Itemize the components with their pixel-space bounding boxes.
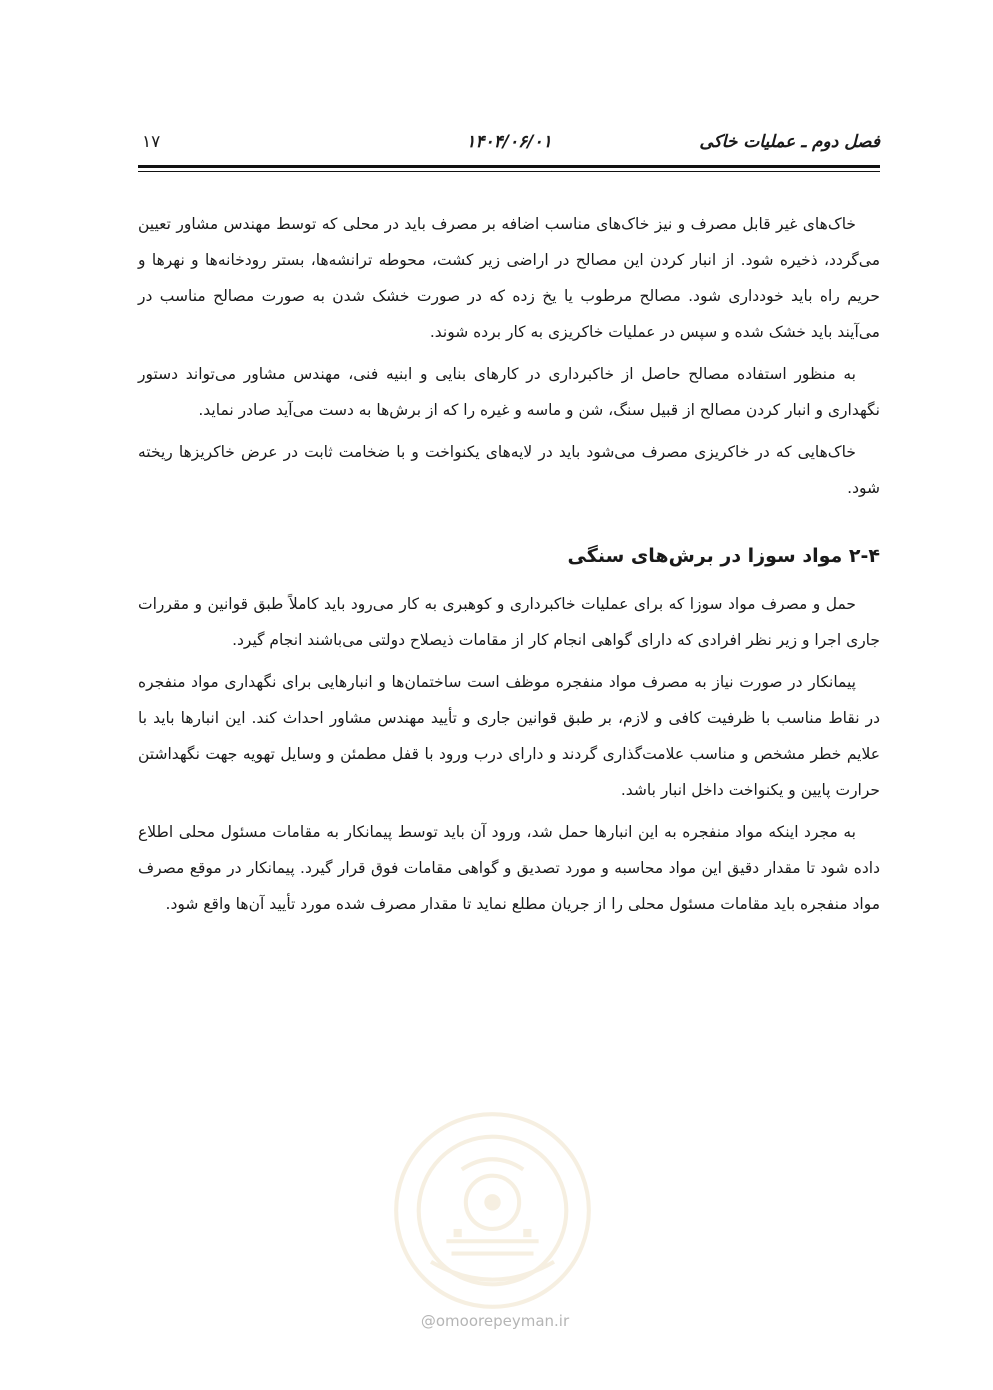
paragraph: خاک‌هایی که در خاکریزی مصرف می‌شود باید در لایه‌های یکنواخت و با ضخامت ثابت در عرض خاکریزها ریخته شود.: [138, 443, 880, 497]
paragraph: به منظور استفاده مصالح حاصل از خاکبرداری در کارهای بنایی و ابنیه فنی، مهندس مشاور می‌تواند دستور نگهداری و انبار کردن مصالح از قبیل سنگ، شن و ماسه و غیره را که از برش‌ها به دست می‌آید صادر نماید.: [138, 365, 880, 419]
paragraph: پیمانکار در صورت نیاز به مصرف مواد منفجره موظف است ساختمان‌ها و انبارهایی برای نگهداری مواد منفجره در نقاط مناسب با ظرفیت کافی و لازم، بر طبق قوانین جاری و تأیید مهندس مشاور احداث کند. این انبارها باید با علایم خطر مشخص و مناسب علامت‌گذاری گردند و دارای درب ورود با قفل مطمئن و وسایل تهویه جهت نگهداشتن حرارت پایین و یکنواخت داخل انبار باشد.: [138, 673, 880, 799]
header-rule-thick: [138, 165, 880, 168]
paragraph: خاک‌های غیر قابل مصرف و نیز خاک‌های مناسب اضافه بر مصرف باید در محلی که توسط مهندس مشاور تعیین می‌گردد، ذخیره شود. از انبار کردن این مصالح در اراضی زیر کشت، محوطه ترانشه‌ها، بستر رودخانه‌ها و نهرها و حریم راه باید خودداری شود. مصالح مرطوب یا یخ زده که در صورت خشک شدن به صورت مصالح مناسب در می‌آیند باید خشک شده و سپس در عملیات خاکریزی به کار برده شوند.: [138, 215, 880, 341]
paragraph: به مجرد اینکه مواد منفجره به این انبارها حمل شد، ورود آن باید توسط پیمانکار به مقامات مسئول محلی اطلاع داده شود تا مقدار دقیق این مواد محاسبه و مورد تصدیق و گواهی مقامات فوق قرار گیرد. پیمانکار در موقع مصرف مواد منفجره باید مقامات مسئول محلی را از جریان مطلع نماید تا مقدار مصرف شده مورد تأیید آن‌ها واقع شود.: [138, 823, 880, 913]
page-header: [138, 128, 880, 158]
paragraph: حمل و مصرف مواد سوزا که برای عملیات خاکبرداری و کوهبری به کار می‌رود باید کاملاً طبق قوانین و مقررات جاری اجرا و زیر نظر افرادی که دارای گواهی انجام کار از مقامات ذیصلاح دولتی می‌باشند انجام گیرد.: [138, 595, 880, 649]
header-rule-thin: [138, 171, 880, 172]
header-date: ۱۴۰۴/۰۶/۰۱: [466, 132, 552, 152]
page-content: [138, 206, 880, 928]
chapter-title: فصل دوم ـ عملیات خاکی: [699, 132, 880, 152]
watermark-seal-icon: [390, 1108, 595, 1313]
section-heading: ۲-۴ مواد سوزا در برش‌های سنگی: [567, 545, 880, 567]
page-number: ۱۷: [142, 132, 161, 152]
watermark-text: @omoorepeyman.ir: [420, 1312, 570, 1330]
